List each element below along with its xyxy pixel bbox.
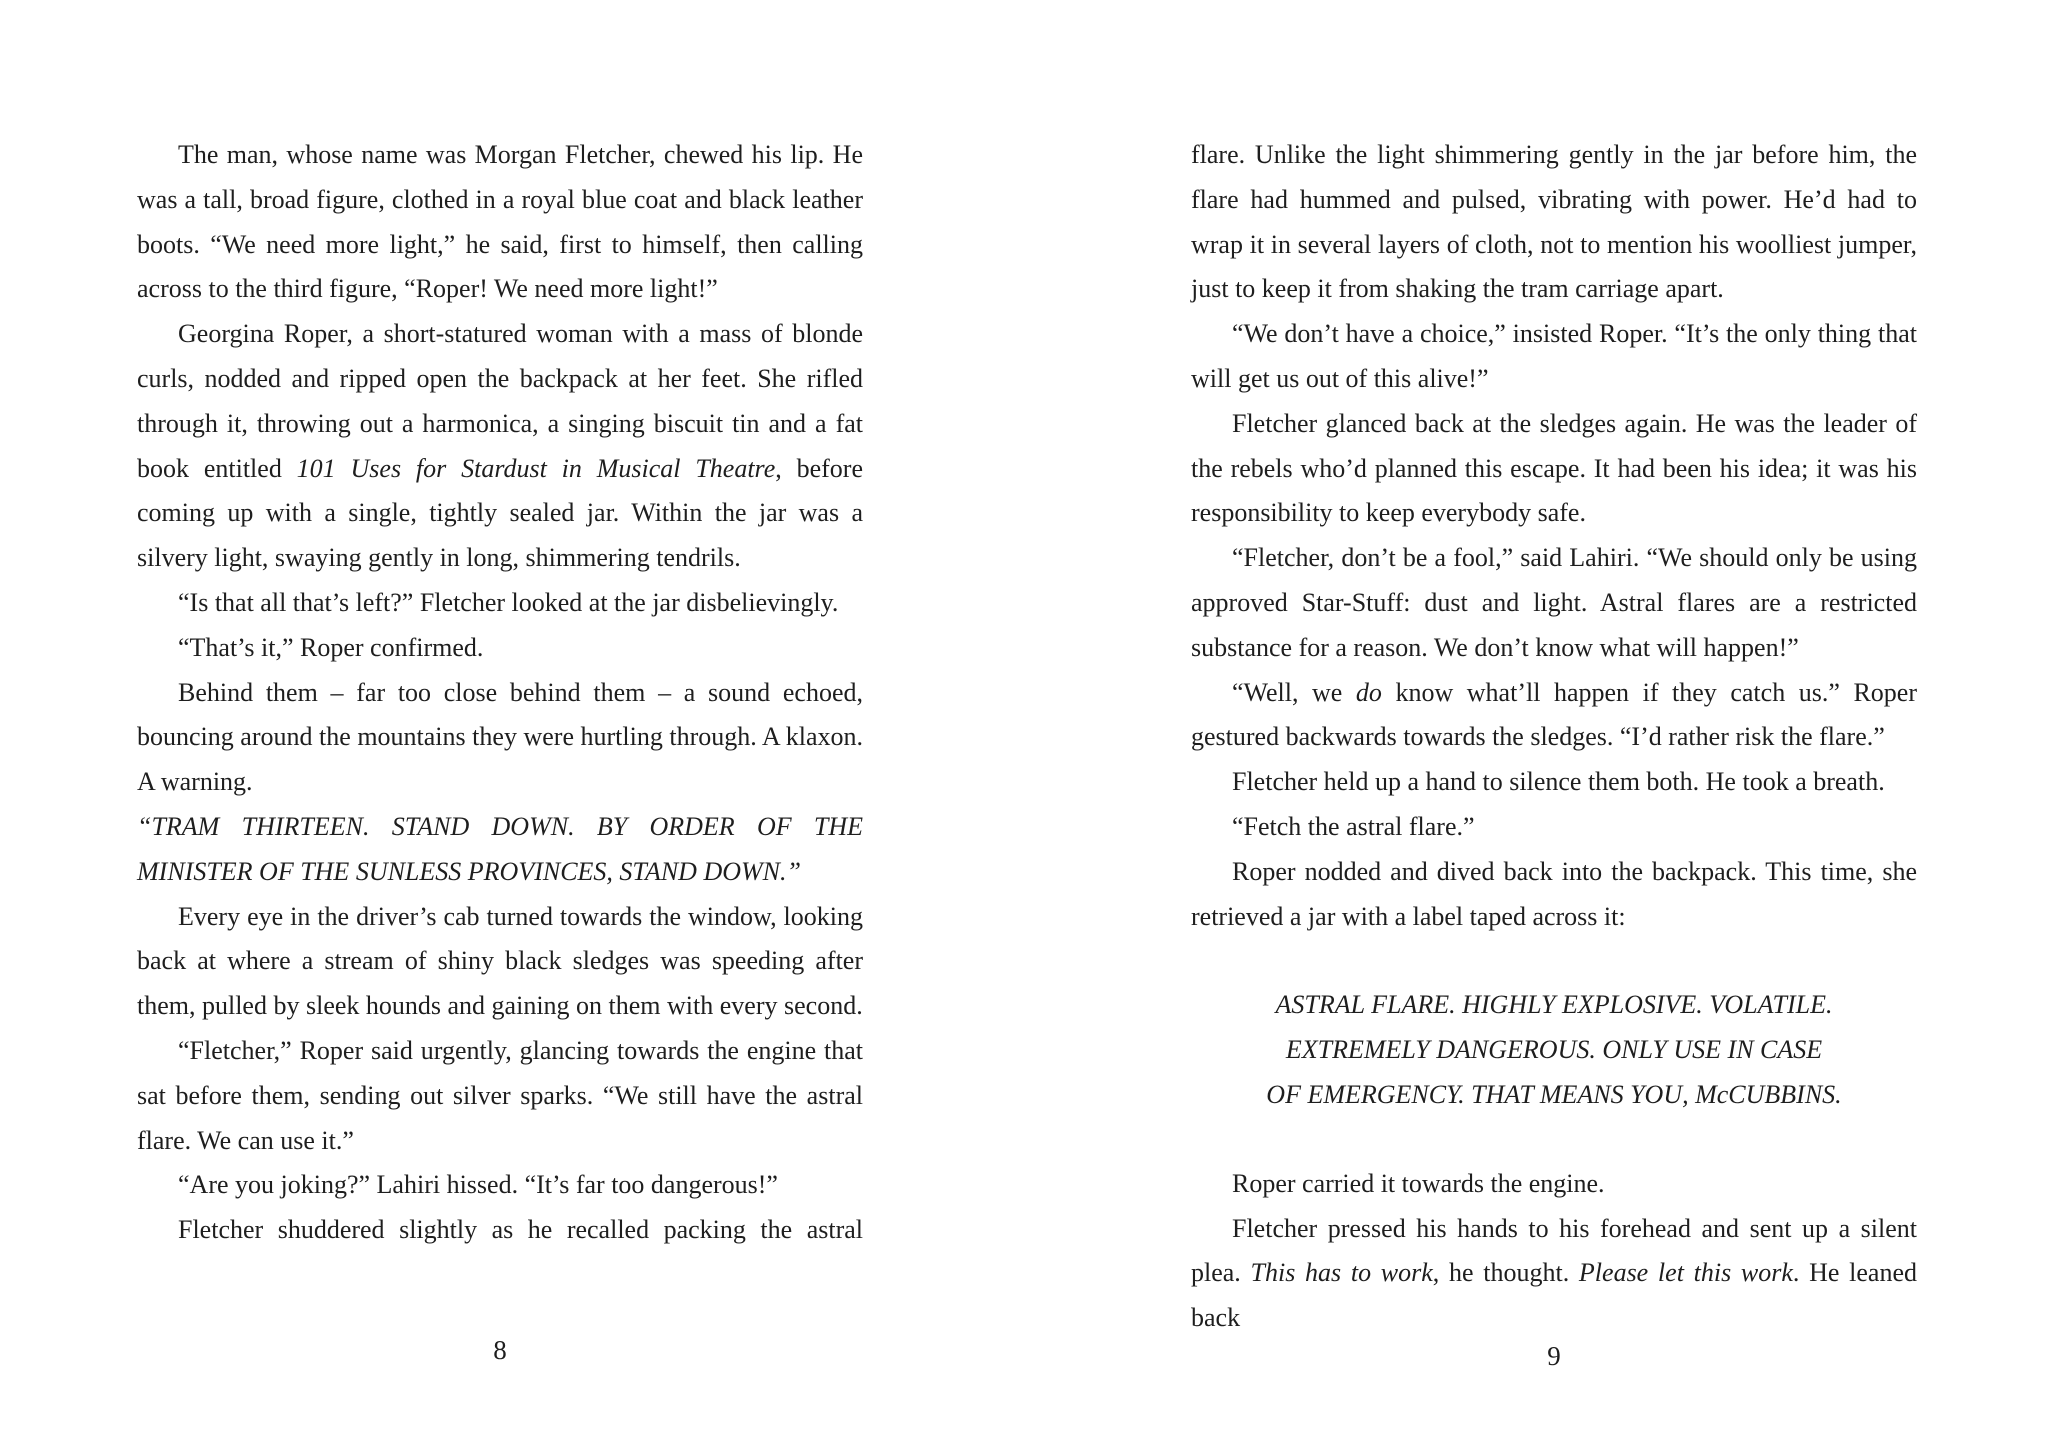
text-run: Fletcher pressed his hands to his forehead and sent up a silent plea. xyxy=(1191,1213,1917,1288)
paragraph xyxy=(1191,1207,1917,1341)
label-line: ASTRAL FLARE. HIGHLY EXPLOSIVE. VOLATILE. xyxy=(1275,990,1833,1020)
paragraph: The man, whose name was Morgan Fletcher, chewed his lip. He was a tall, broad figure, clothed in a royal blue coat and black leather boots. “We need more light,” he said, first to himself, then calling across to the third figure, “Roper! We need more light!” xyxy=(137,140,863,304)
paragraph: “Fletcher,” Roper said urgently, glancing towards the engine that sat before them, sending out silver sparks. “We still have the astral flare. We can use it.” xyxy=(137,1035,863,1155)
left-page xyxy=(137,133,863,1253)
page-number: 8 xyxy=(493,1335,507,1365)
paragraph: Roper nodded and dived back into the backpack. This time, she retrieved a jar with a label taped across it: xyxy=(1191,856,1917,931)
text-run: know what’ll happen if they catch us.” Roper gestured backwards towards the sledges. “I’d rather risk the flare.” xyxy=(1191,677,1917,752)
paragraph: Fletcher shuddered slightly as he recalled packing the astral xyxy=(178,1215,863,1245)
emphasis: Please let this work xyxy=(1578,1258,1793,1288)
paragraph: Behind them – far too close behind them – a sound echoed, bouncing around the mountains they were hurtling through. A klaxon. A warning. xyxy=(137,677,863,797)
label-line: OF EMERGENCY. THAT MEANS YOU, McCUBBINS. xyxy=(1266,1079,1842,1109)
paragraph: Fletcher glanced back at the sledges again. He was the leader of the rebels who’d planned this escape. It had been his idea; it was his responsibility to keep everybody safe. xyxy=(1191,408,1917,528)
text-run: , before coming up with a single, tightly sealed jar. Within the jar was a silvery light, swaying gently in long, shimmering tendrils. xyxy=(137,453,863,573)
paragraph: Roper carried it towards the engine. xyxy=(1232,1168,1605,1198)
emphasis: This has to work xyxy=(1250,1258,1433,1288)
paragraph: “We don’t have a choice,” insisted Roper. “It’s the only thing that will get us out of this alive!” xyxy=(1191,319,1917,393)
klaxon-announcement: “TRAM THIRTEEN. STAND DOWN. BY ORDER OF THE MINISTER OF THE SUNLESS PROVINCES, STAND DOWN.” xyxy=(137,811,863,886)
paragraph: “Are you joking?” Lahiri hissed. “It’s far too dangerous!” xyxy=(178,1170,778,1200)
text-run: “Well, we xyxy=(1232,677,1356,707)
paragraph xyxy=(1191,671,1917,761)
label-line: EXTREMELY DANGEROUS. ONLY USE IN CASE xyxy=(1285,1035,1823,1065)
paragraph: “Fletcher, don’t be a fool,” said Lahiri. “We should only be using approved Star-Stuff: dust and light. Astral flares are a restricted substance for a reason. We don’t know what will happen!” xyxy=(1191,543,1917,662)
paragraph: Every eye in the driver’s cab turned towards the window, looking back at where a stream of shiny black sledges was speeding after them, pulled by sleek hounds and gaining on them with every second. xyxy=(137,901,863,1021)
paragraph: Fletcher held up a hand to silence them both. He took a breath. xyxy=(1232,767,1885,797)
right-page xyxy=(1191,133,1917,1341)
text-run: Georgina Roper, a short-statured woman with a mass of blonde curls, nodded and ripped open the backpack at her feet. She rifled through it, throwing out a harmonica, a singing biscuit tin and a fat book entitled xyxy=(137,319,863,483)
text-run: , he thought. xyxy=(1432,1258,1579,1288)
emphasis: do xyxy=(1355,677,1382,707)
paragraph: “Is that all that’s left?” Fletcher looked at the jar disbelievingly. xyxy=(178,587,839,617)
book-title: 101 Uses for Stardust in Musical Theatre xyxy=(296,453,776,483)
jar-label-text xyxy=(1191,983,1917,1117)
paragraph xyxy=(137,312,863,581)
paragraph: flare. Unlike the light shimmering gently in the jar before him, the flare had hummed and pulsed, vibrating with power. He’d had to wrap it in several layers of cloth, not to mention his woolliest jumper, just to keep it from shaking the tram carriage apart. xyxy=(1191,140,1917,304)
page-number: 9 xyxy=(1547,1341,1561,1371)
paragraph: “That’s it,” Roper confirmed. xyxy=(178,632,484,662)
text-run: . He leaned back xyxy=(1191,1258,1917,1333)
paragraph: “Fetch the astral flare.” xyxy=(1232,811,1475,841)
